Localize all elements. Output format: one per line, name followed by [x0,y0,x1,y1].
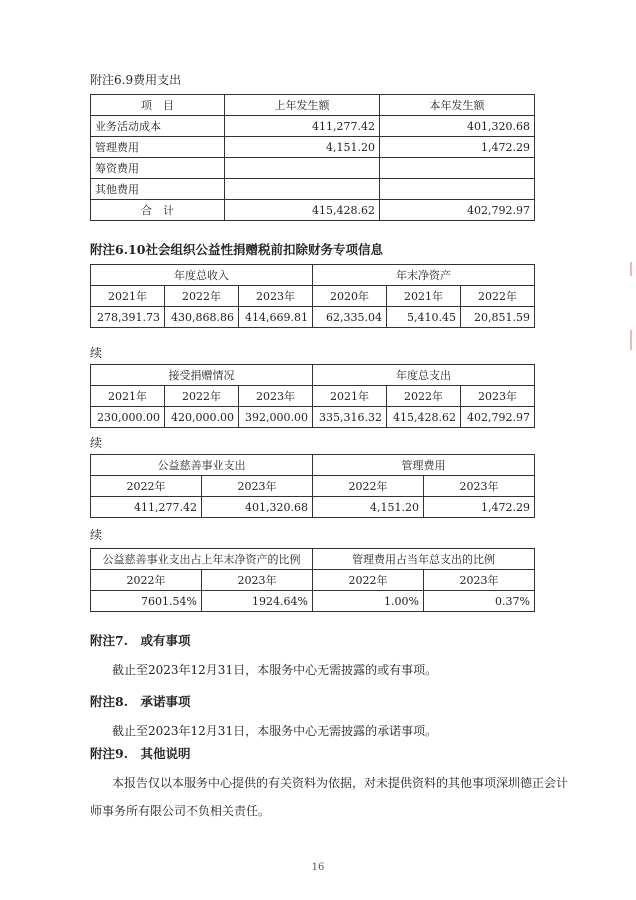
year-cell: 2022年 [461,286,535,307]
section-69-title: 附注6.9费用支出 [90,73,182,87]
continued-label: 续 [90,528,103,542]
row-curr [380,158,535,179]
page-number: 16 [311,862,325,873]
value-cell: 411,277.42 [91,497,202,518]
year-cell: 2021年 [387,286,461,307]
table-row [91,137,535,158]
expense-table [90,94,535,221]
group-header-admin-ratio: 管理费用占当年总支出的比例 [313,549,535,570]
year-cell: 2020年 [313,286,387,307]
note9-line2: 师事务所有限公司不负相关责任。 [90,804,271,818]
year-cell: 2022年 [91,570,202,591]
continued-label: 续 [90,346,103,360]
year-cell: 2023年 [202,476,313,497]
value-cell: 278,391.73 [91,307,165,328]
row-prev: 4,151.20 [225,137,380,158]
charity-admin-table [90,454,535,518]
row-curr [380,179,535,200]
value-cell: 62,335.04 [313,307,387,328]
section-610-title: 附注6.10社会组织公益性捐赠税前扣除财务专项信息 [90,242,383,257]
year-cell: 2021年 [91,286,165,307]
year-cell: 2023年 [202,570,313,591]
group-header-donations: 接受捐赠情况 [91,365,313,386]
note8-text: 截止至2023年12月31日，本服务中心无需披露的承诺事项。 [112,724,438,738]
donations-expenditure-table [90,364,535,428]
row-prev [225,158,380,179]
table-row [91,116,535,137]
row-curr: 1,472.29 [380,137,535,158]
row-item: 其他费用 [91,179,225,200]
value-cell: 420,000.00 [165,407,239,428]
header-item: 项 目 [91,95,225,116]
table-row [91,158,535,179]
year-cell: 2023年 [461,386,535,407]
table-header-row [91,95,535,116]
row-curr: 401,320.68 [380,116,535,137]
year-cell: 2022年 [165,386,239,407]
value-cell: 230,000.00 [91,407,165,428]
total-label: 合 计 [91,200,225,221]
group-header-income: 年度总收入 [91,265,313,286]
note8-title: 附注8. 承诺事项 [90,694,191,709]
value-cell: 335,316.32 [313,407,387,428]
header-current-year: 本年发生额 [380,95,535,116]
scan-edge-mark [630,262,632,276]
year-cell: 2021年 [91,386,165,407]
value-cell: 392,000.00 [239,407,313,428]
row-item: 管理费用 [91,137,225,158]
year-cell: 2021年 [313,386,387,407]
value-cell: 414,669.81 [239,307,313,328]
table-total-row [91,200,535,221]
group-header-charity-ratio: 公益慈善事业支出占上年末净资产的比例 [91,549,313,570]
row-item: 业务活动成本 [91,116,225,137]
value-cell: 0.37% [424,591,535,612]
note9-title: 附注9. 其他说明 [90,746,191,761]
note7-text: 截止至2023年12月31日，本服务中心无需披露的或有事项。 [112,663,438,677]
note7-title: 附注7. 或有事项 [90,633,191,648]
row-item: 筹资费用 [91,158,225,179]
ratio-table [90,548,535,612]
row-prev: 411,277.42 [225,116,380,137]
table-row [91,179,535,200]
year-cell: 2022年 [165,286,239,307]
value-cell: 402,792.97 [461,407,535,428]
note9-line1: 本报告仅以本服务中心提供的有关资料为依据，对未提供资料的其他事项深圳德正会计 [112,776,569,790]
value-cell: 4,151.20 [313,497,424,518]
group-header-net-assets: 年末净资产 [313,265,535,286]
value-cell: 401,320.68 [202,497,313,518]
total-prev: 415,428.62 [225,200,380,221]
year-cell: 2022年 [387,386,461,407]
value-cell: 1,472.29 [424,497,535,518]
year-cell: 2023年 [424,570,535,591]
year-cell: 2023年 [424,476,535,497]
year-cell: 2022年 [313,476,424,497]
scan-edge-mark [630,330,632,350]
total-curr: 402,792.97 [380,200,535,221]
group-header-admin: 管理费用 [313,455,535,476]
value-cell: 1.00% [313,591,424,612]
value-cell: 5,410.45 [387,307,461,328]
group-header-charity: 公益慈善事业支出 [91,455,313,476]
header-prev-year: 上年发生额 [225,95,380,116]
value-cell: 415,428.62 [387,407,461,428]
value-cell: 430,868.86 [165,307,239,328]
year-cell: 2022年 [91,476,202,497]
row-prev [225,179,380,200]
value-cell: 7601.54% [91,591,202,612]
year-cell: 2022年 [313,570,424,591]
value-cell: 20,851.59 [461,307,535,328]
value-cell: 1924.64% [202,591,313,612]
income-assets-table [90,264,535,328]
continued-label: 续 [90,436,103,450]
year-cell: 2023年 [239,386,313,407]
group-header-expenditure: 年度总支出 [313,365,535,386]
year-cell: 2023年 [239,286,313,307]
